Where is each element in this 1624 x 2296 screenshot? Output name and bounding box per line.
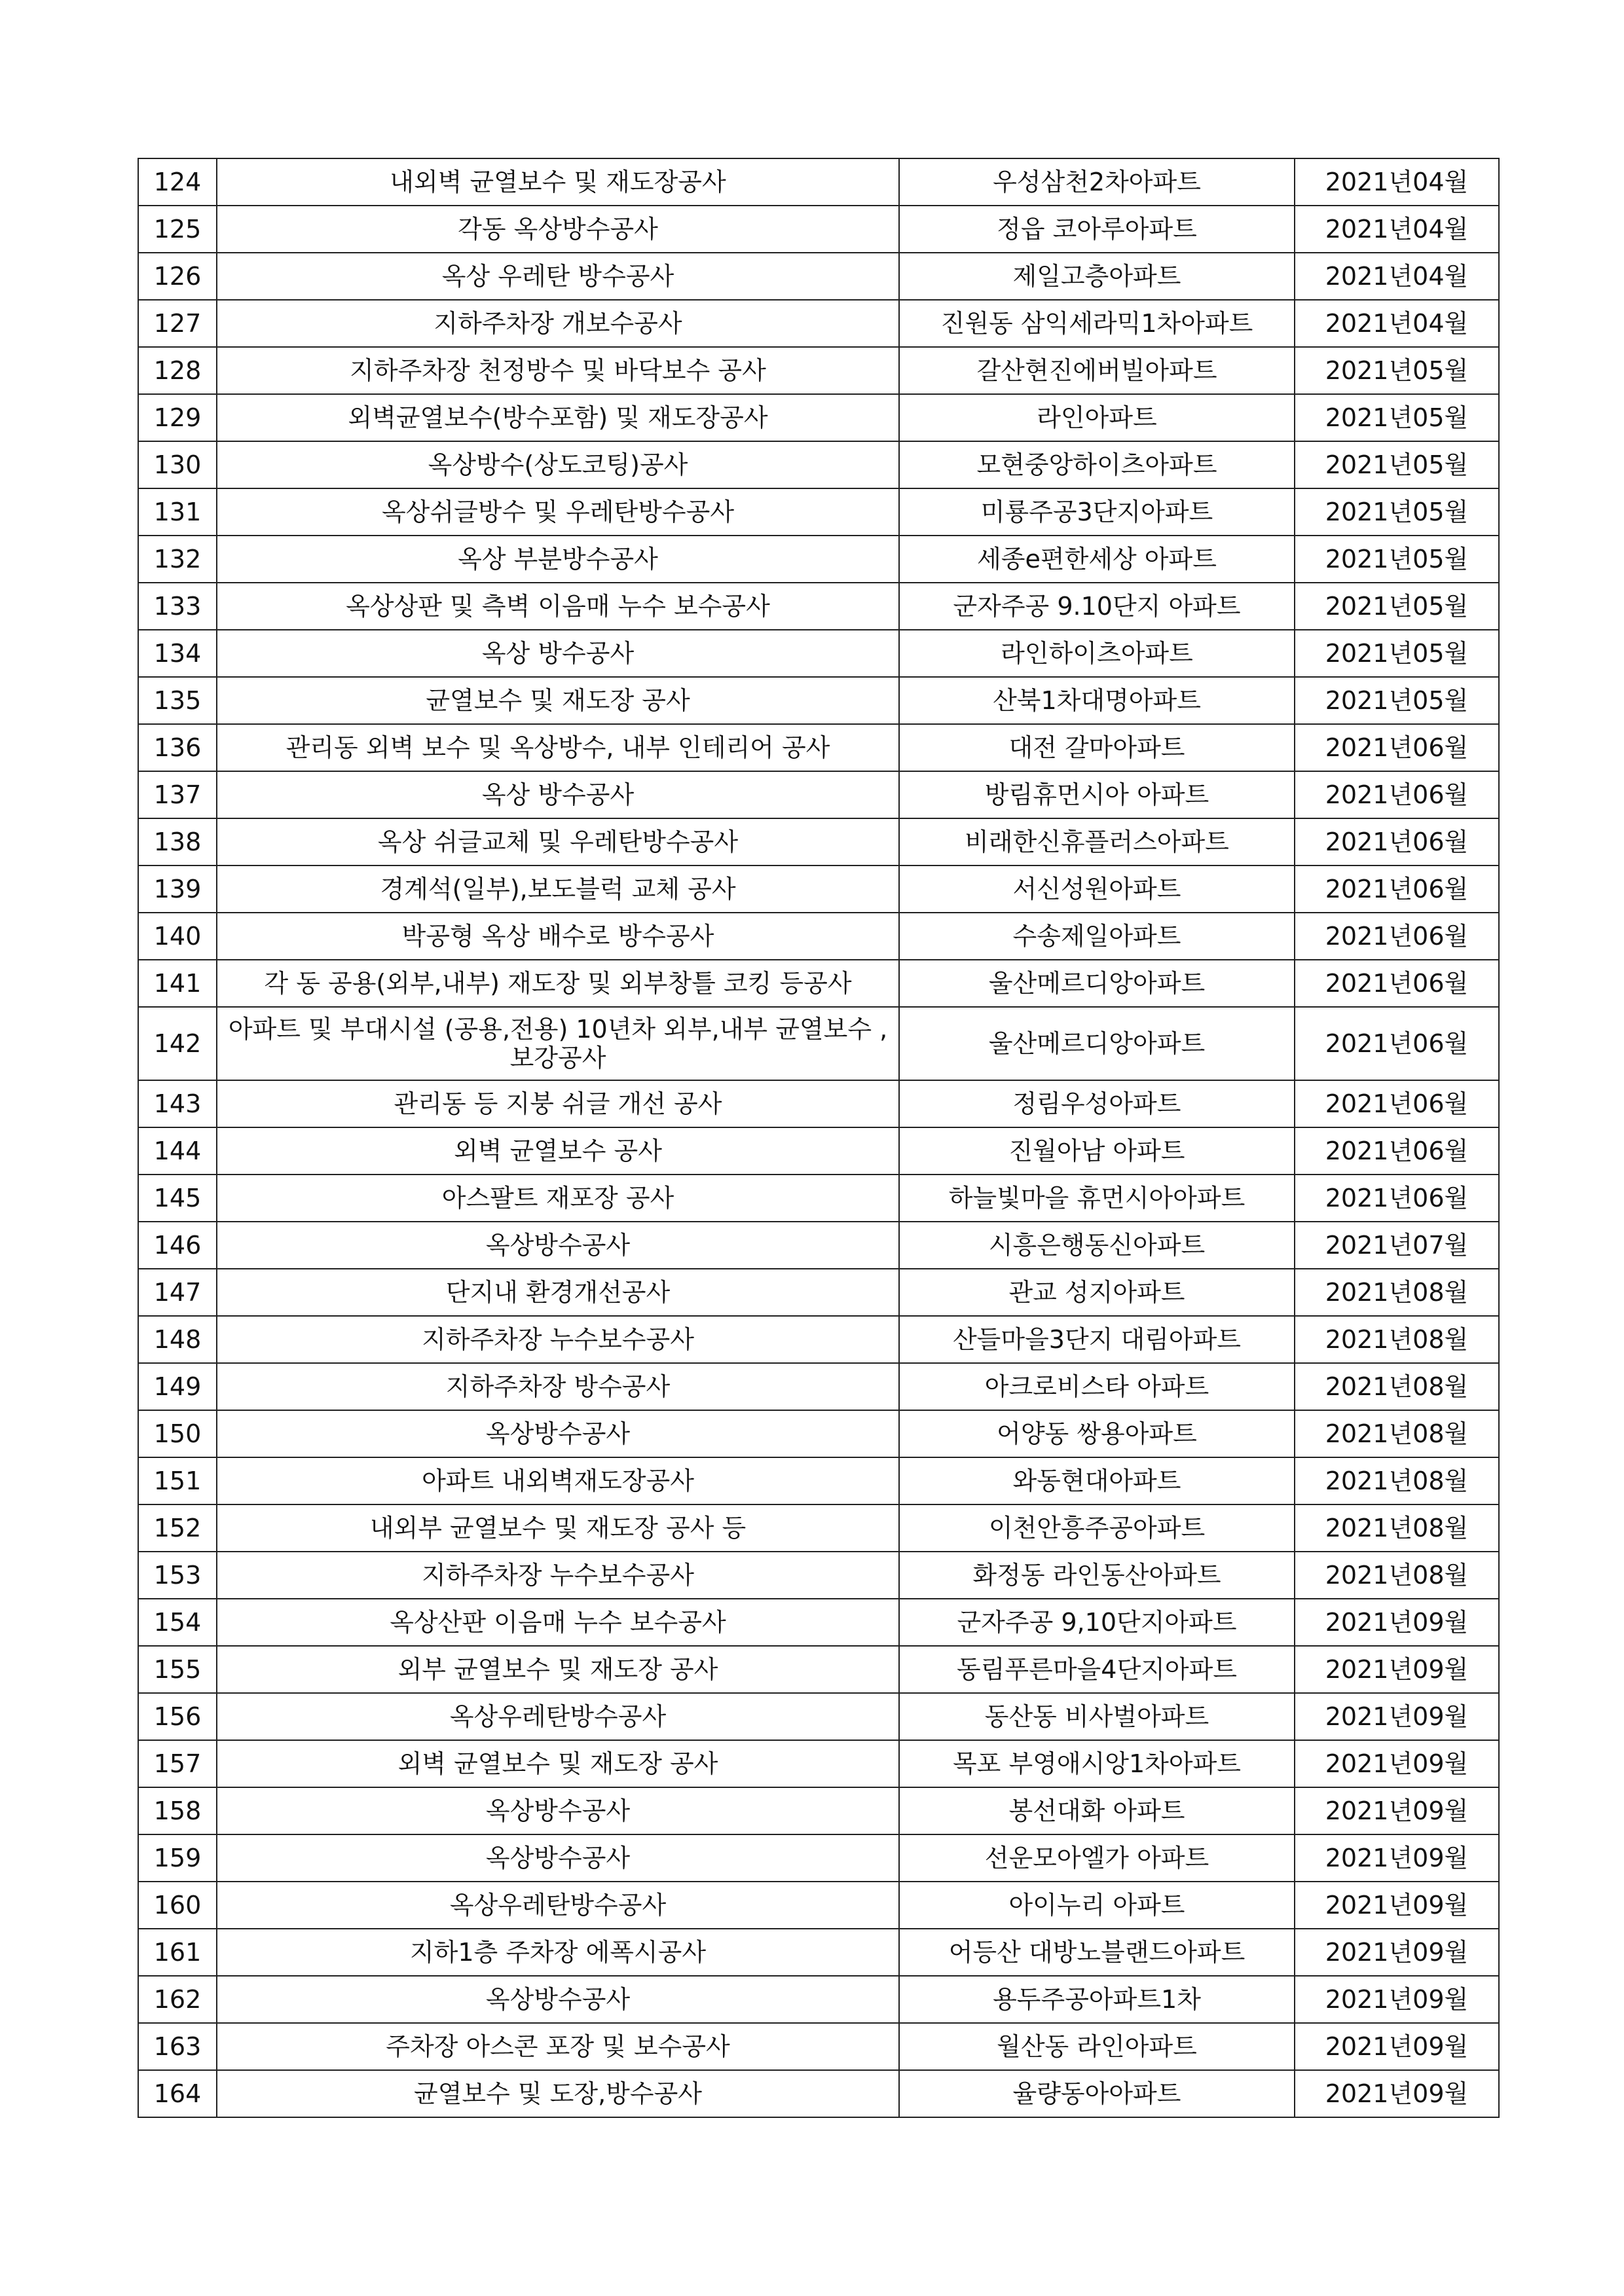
completion-date-cell: 2021년08월 bbox=[1295, 1552, 1499, 1599]
work-description-cell: 옥상방수공사 bbox=[217, 1222, 899, 1269]
row-number-cell: 155 bbox=[138, 1646, 217, 1693]
table-row bbox=[138, 1976, 1499, 2023]
apartment-name-cell: 방림휴먼시아 아파트 bbox=[899, 771, 1295, 818]
completion-date-cell: 2021년09월 bbox=[1295, 1834, 1499, 1882]
table-row bbox=[138, 536, 1499, 583]
apartment-name-cell: 어등산 대방노블랜드아파트 bbox=[899, 1929, 1295, 1976]
apartment-name-cell: 울산메르디앙아파트 bbox=[899, 1007, 1295, 1080]
row-number-cell: 157 bbox=[138, 1740, 217, 1787]
apartment-name-cell: 관교 성지아파트 bbox=[899, 1269, 1295, 1316]
apartment-name-cell: 율량동아아파트 bbox=[899, 2070, 1295, 2117]
completion-date-cell: 2021년09월 bbox=[1295, 1646, 1499, 1693]
work-description-cell: 단지내 환경개선공사 bbox=[217, 1269, 899, 1316]
apartment-name-cell: 라인하이츠아파트 bbox=[899, 630, 1295, 677]
work-description-cell: 외벽 균열보수 공사 bbox=[217, 1127, 899, 1175]
completion-date-cell: 2021년06월 bbox=[1295, 1175, 1499, 1222]
row-number-cell: 159 bbox=[138, 1834, 217, 1882]
completion-date-cell: 2021년09월 bbox=[1295, 1929, 1499, 1976]
completion-date-cell: 2021년06월 bbox=[1295, 724, 1499, 771]
table-row bbox=[138, 1175, 1499, 1222]
row-number-cell: 141 bbox=[138, 960, 217, 1007]
table-row bbox=[138, 300, 1499, 347]
table-row bbox=[138, 866, 1499, 913]
apartment-name-cell: 하늘빛마을 휴먼시아아파트 bbox=[899, 1175, 1295, 1222]
work-description-cell: 외벽 균열보수 및 재도장 공사 bbox=[217, 1740, 899, 1787]
work-description-cell: 옥상우레탄방수공사 bbox=[217, 1882, 899, 1929]
table-row bbox=[138, 1363, 1499, 1410]
apartment-name-cell: 우성삼천2차아파트 bbox=[899, 158, 1295, 206]
table-row bbox=[138, 2070, 1499, 2117]
table-row bbox=[138, 1269, 1499, 1316]
apartment-name-cell: 진월아남 아파트 bbox=[899, 1127, 1295, 1175]
table-row bbox=[138, 1599, 1499, 1646]
row-number-cell: 163 bbox=[138, 2023, 217, 2070]
work-description-cell: 옥상방수(상도코팅)공사 bbox=[217, 441, 899, 488]
completion-date-cell: 2021년06월 bbox=[1295, 1127, 1499, 1175]
work-description-cell: 옥상 쉬글교체 및 우레탄방수공사 bbox=[217, 818, 899, 866]
row-number-cell: 158 bbox=[138, 1787, 217, 1834]
table-row bbox=[138, 1834, 1499, 1882]
completion-date-cell: 2021년09월 bbox=[1295, 1976, 1499, 2023]
apartment-name-cell: 봉선대화 아파트 bbox=[899, 1787, 1295, 1834]
row-number-cell: 153 bbox=[138, 1552, 217, 1599]
work-description-cell: 외벽균열보수(방수포함) 및 재도장공사 bbox=[217, 394, 899, 441]
construction-record-table bbox=[138, 158, 1500, 2118]
apartment-name-cell: 갈산현진에버빌아파트 bbox=[899, 347, 1295, 394]
apartment-name-cell: 와동현대아파트 bbox=[899, 1457, 1295, 1504]
completion-date-cell: 2021년04월 bbox=[1295, 206, 1499, 253]
row-number-cell: 134 bbox=[138, 630, 217, 677]
table-row bbox=[138, 1222, 1499, 1269]
row-number-cell: 128 bbox=[138, 347, 217, 394]
work-description-cell: 옥상쉬글방수 및 우레탄방수공사 bbox=[217, 488, 899, 536]
work-description-cell: 옥상우레탄방수공사 bbox=[217, 1693, 899, 1740]
work-description-cell: 옥상상판 및 측벽 이음매 누수 보수공사 bbox=[217, 583, 899, 630]
row-number-cell: 150 bbox=[138, 1410, 217, 1457]
work-description-cell: 아파트 및 부대시설 (공용,전용) 10년차 외부,내부 균열보수 ,보강공사 bbox=[217, 1007, 899, 1080]
work-description-cell: 외부 균열보수 및 재도장 공사 bbox=[217, 1646, 899, 1693]
apartment-name-cell: 산북1차대명아파트 bbox=[899, 677, 1295, 724]
row-number-cell: 132 bbox=[138, 536, 217, 583]
apartment-name-cell: 산들마을3단지 대림아파트 bbox=[899, 1316, 1295, 1363]
apartment-name-cell: 동림푸른마을4단지아파트 bbox=[899, 1646, 1295, 1693]
completion-date-cell: 2021년08월 bbox=[1295, 1363, 1499, 1410]
apartment-name-cell: 서신성원아파트 bbox=[899, 866, 1295, 913]
apartment-name-cell: 월산동 라인아파트 bbox=[899, 2023, 1295, 2070]
row-number-cell: 148 bbox=[138, 1316, 217, 1363]
work-description-cell: 각 동 공용(외부,내부) 재도장 및 외부창틀 코킹 등공사 bbox=[217, 960, 899, 1007]
row-number-cell: 139 bbox=[138, 866, 217, 913]
row-number-cell: 152 bbox=[138, 1504, 217, 1552]
table-row bbox=[138, 1127, 1499, 1175]
completion-date-cell: 2021년08월 bbox=[1295, 1504, 1499, 1552]
completion-date-cell: 2021년05월 bbox=[1295, 347, 1499, 394]
apartment-name-cell: 군자주공 9.10단지 아파트 bbox=[899, 583, 1295, 630]
apartment-name-cell: 울산메르디앙아파트 bbox=[899, 960, 1295, 1007]
apartment-name-cell: 이천안흥주공아파트 bbox=[899, 1504, 1295, 1552]
work-description-cell: 옥상방수공사 bbox=[217, 1834, 899, 1882]
completion-date-cell: 2021년09월 bbox=[1295, 1599, 1499, 1646]
row-number-cell: 131 bbox=[138, 488, 217, 536]
work-description-cell: 옥상 방수공사 bbox=[217, 771, 899, 818]
apartment-name-cell: 아이누리 아파트 bbox=[899, 1882, 1295, 1929]
work-description-cell: 옥상방수공사 bbox=[217, 1787, 899, 1834]
apartment-name-cell: 정림우성아파트 bbox=[899, 1080, 1295, 1127]
apartment-name-cell: 군자주공 9,10단지아파트 bbox=[899, 1599, 1295, 1646]
completion-date-cell: 2021년05월 bbox=[1295, 630, 1499, 677]
work-description-cell: 옥상산판 이음매 누수 보수공사 bbox=[217, 1599, 899, 1646]
table-row bbox=[138, 818, 1499, 866]
completion-date-cell: 2021년05월 bbox=[1295, 488, 1499, 536]
apartment-name-cell: 용두주공아파트1차 bbox=[899, 1976, 1295, 2023]
row-number-cell: 154 bbox=[138, 1599, 217, 1646]
table-row bbox=[138, 1787, 1499, 1834]
apartment-name-cell: 화정동 라인동산아파트 bbox=[899, 1552, 1295, 1599]
work-description-cell: 옥상 방수공사 bbox=[217, 630, 899, 677]
table-row bbox=[138, 1929, 1499, 1976]
table-row bbox=[138, 1552, 1499, 1599]
row-number-cell: 151 bbox=[138, 1457, 217, 1504]
row-number-cell: 144 bbox=[138, 1127, 217, 1175]
table-row bbox=[138, 724, 1499, 771]
completion-date-cell: 2021년04월 bbox=[1295, 300, 1499, 347]
table-row bbox=[138, 253, 1499, 300]
table-row bbox=[138, 1457, 1499, 1504]
row-number-cell: 164 bbox=[138, 2070, 217, 2117]
apartment-name-cell: 아크로비스타 아파트 bbox=[899, 1363, 1295, 1410]
row-number-cell: 149 bbox=[138, 1363, 217, 1410]
row-number-cell: 162 bbox=[138, 1976, 217, 2023]
work-description-cell: 지하주차장 천정방수 및 바닥보수 공사 bbox=[217, 347, 899, 394]
completion-date-cell: 2021년06월 bbox=[1295, 1007, 1499, 1080]
row-number-cell: 145 bbox=[138, 1175, 217, 1222]
apartment-name-cell: 모현중앙하이츠아파트 bbox=[899, 441, 1295, 488]
work-description-cell: 아파트 내외벽재도장공사 bbox=[217, 1457, 899, 1504]
completion-date-cell: 2021년05월 bbox=[1295, 583, 1499, 630]
table-row bbox=[138, 1646, 1499, 1693]
work-description-cell: 옥상 우레탄 방수공사 bbox=[217, 253, 899, 300]
completion-date-cell: 2021년08월 bbox=[1295, 1269, 1499, 1316]
table-row bbox=[138, 1740, 1499, 1787]
apartment-name-cell: 라인아파트 bbox=[899, 394, 1295, 441]
row-number-cell: 135 bbox=[138, 677, 217, 724]
completion-date-cell: 2021년07월 bbox=[1295, 1222, 1499, 1269]
work-description-cell: 옥상방수공사 bbox=[217, 1410, 899, 1457]
work-description-cell: 균열보수 및 재도장 공사 bbox=[217, 677, 899, 724]
table-row bbox=[138, 394, 1499, 441]
row-number-cell: 127 bbox=[138, 300, 217, 347]
work-description-cell: 경계석(일부),보도블럭 교체 공사 bbox=[217, 866, 899, 913]
completion-date-cell: 2021년08월 bbox=[1295, 1457, 1499, 1504]
completion-date-cell: 2021년06월 bbox=[1295, 913, 1499, 960]
completion-date-cell: 2021년06월 bbox=[1295, 818, 1499, 866]
table-row bbox=[138, 206, 1499, 253]
table-row bbox=[138, 1410, 1499, 1457]
row-number-cell: 146 bbox=[138, 1222, 217, 1269]
completion-date-cell: 2021년05월 bbox=[1295, 441, 1499, 488]
work-description-cell: 옥상 부분방수공사 bbox=[217, 536, 899, 583]
work-description-cell: 주차장 아스콘 포장 및 보수공사 bbox=[217, 2023, 899, 2070]
work-description-cell: 옥상방수공사 bbox=[217, 1976, 899, 2023]
work-description-cell: 지하주차장 누수보수공사 bbox=[217, 1316, 899, 1363]
work-description-cell: 지하주차장 방수공사 bbox=[217, 1363, 899, 1410]
apartment-name-cell: 제일고층아파트 bbox=[899, 253, 1295, 300]
completion-date-cell: 2021년04월 bbox=[1295, 253, 1499, 300]
row-number-cell: 129 bbox=[138, 394, 217, 441]
table-row bbox=[138, 1080, 1499, 1127]
completion-date-cell: 2021년08월 bbox=[1295, 1410, 1499, 1457]
table-row bbox=[138, 1693, 1499, 1740]
completion-date-cell: 2021년06월 bbox=[1295, 771, 1499, 818]
table-row bbox=[138, 960, 1499, 1007]
table-row bbox=[138, 347, 1499, 394]
table-row bbox=[138, 2023, 1499, 2070]
completion-date-cell: 2021년09월 bbox=[1295, 1740, 1499, 1787]
apartment-name-cell: 동산동 비사벌아파트 bbox=[899, 1693, 1295, 1740]
row-number-cell: 147 bbox=[138, 1269, 217, 1316]
table-row bbox=[138, 771, 1499, 818]
apartment-name-cell: 어양동 쌍용아파트 bbox=[899, 1410, 1295, 1457]
work-description-cell: 각동 옥상방수공사 bbox=[217, 206, 899, 253]
table-row bbox=[138, 1007, 1499, 1080]
completion-date-cell: 2021년08월 bbox=[1295, 1316, 1499, 1363]
row-number-cell: 126 bbox=[138, 253, 217, 300]
work-description-cell: 지하주차장 누수보수공사 bbox=[217, 1552, 899, 1599]
work-description-cell: 관리동 등 지붕 쉬글 개선 공사 bbox=[217, 1080, 899, 1127]
completion-date-cell: 2021년09월 bbox=[1295, 1693, 1499, 1740]
row-number-cell: 124 bbox=[138, 158, 217, 206]
table-row bbox=[138, 441, 1499, 488]
completion-date-cell: 2021년04월 bbox=[1295, 158, 1499, 206]
table-row bbox=[138, 630, 1499, 677]
row-number-cell: 140 bbox=[138, 913, 217, 960]
table-row bbox=[138, 913, 1499, 960]
row-number-cell: 142 bbox=[138, 1007, 217, 1080]
table-row bbox=[138, 1316, 1499, 1363]
work-description-cell: 아스팔트 재포장 공사 bbox=[217, 1175, 899, 1222]
completion-date-cell: 2021년09월 bbox=[1295, 2023, 1499, 2070]
work-description-cell: 관리동 외벽 보수 및 옥상방수, 내부 인테리어 공사 bbox=[217, 724, 899, 771]
apartment-name-cell: 대전 갈마아파트 bbox=[899, 724, 1295, 771]
row-number-cell: 161 bbox=[138, 1929, 217, 1976]
row-number-cell: 156 bbox=[138, 1693, 217, 1740]
apartment-name-cell: 진원동 삼익세라믹1차아파트 bbox=[899, 300, 1295, 347]
row-number-cell: 125 bbox=[138, 206, 217, 253]
completion-date-cell: 2021년09월 bbox=[1295, 1882, 1499, 1929]
apartment-name-cell: 세종e편한세상 아파트 bbox=[899, 536, 1295, 583]
table-row bbox=[138, 158, 1499, 206]
row-number-cell: 130 bbox=[138, 441, 217, 488]
work-description-cell: 내외벽 균열보수 및 재도장공사 bbox=[217, 158, 899, 206]
table-row bbox=[138, 1882, 1499, 1929]
completion-date-cell: 2021년06월 bbox=[1295, 960, 1499, 1007]
apartment-name-cell: 정읍 코아루아파트 bbox=[899, 206, 1295, 253]
apartment-name-cell: 미룡주공3단지아파트 bbox=[899, 488, 1295, 536]
completion-date-cell: 2021년05월 bbox=[1295, 677, 1499, 724]
apartment-name-cell: 수송제일아파트 bbox=[899, 913, 1295, 960]
completion-date-cell: 2021년05월 bbox=[1295, 536, 1499, 583]
row-number-cell: 136 bbox=[138, 724, 217, 771]
table-row bbox=[138, 677, 1499, 724]
completion-date-cell: 2021년06월 bbox=[1295, 866, 1499, 913]
row-number-cell: 137 bbox=[138, 771, 217, 818]
work-description-cell: 지하주차장 개보수공사 bbox=[217, 300, 899, 347]
row-number-cell: 160 bbox=[138, 1882, 217, 1929]
work-description-cell: 지하1층 주차장 에폭시공사 bbox=[217, 1929, 899, 1976]
record-table-body bbox=[138, 158, 1499, 2117]
row-number-cell: 133 bbox=[138, 583, 217, 630]
table-row bbox=[138, 583, 1499, 630]
apartment-name-cell: 비래한신휴플러스아파트 bbox=[899, 818, 1295, 866]
apartment-name-cell: 선운모아엘가 아파트 bbox=[899, 1834, 1295, 1882]
table-row bbox=[138, 1504, 1499, 1552]
row-number-cell: 138 bbox=[138, 818, 217, 866]
completion-date-cell: 2021년05월 bbox=[1295, 394, 1499, 441]
row-number-cell: 143 bbox=[138, 1080, 217, 1127]
completion-date-cell: 2021년09월 bbox=[1295, 2070, 1499, 2117]
completion-date-cell: 2021년06월 bbox=[1295, 1080, 1499, 1127]
completion-date-cell: 2021년09월 bbox=[1295, 1787, 1499, 1834]
work-description-cell: 균열보수 및 도장,방수공사 bbox=[217, 2070, 899, 2117]
work-description-cell: 내외부 균열보수 및 재도장 공사 등 bbox=[217, 1504, 899, 1552]
apartment-name-cell: 시흥은행동신아파트 bbox=[899, 1222, 1295, 1269]
work-description-cell: 박공형 옥상 배수로 방수공사 bbox=[217, 913, 899, 960]
apartment-name-cell: 목포 부영애시앙1차아파트 bbox=[899, 1740, 1295, 1787]
table-row bbox=[138, 488, 1499, 536]
